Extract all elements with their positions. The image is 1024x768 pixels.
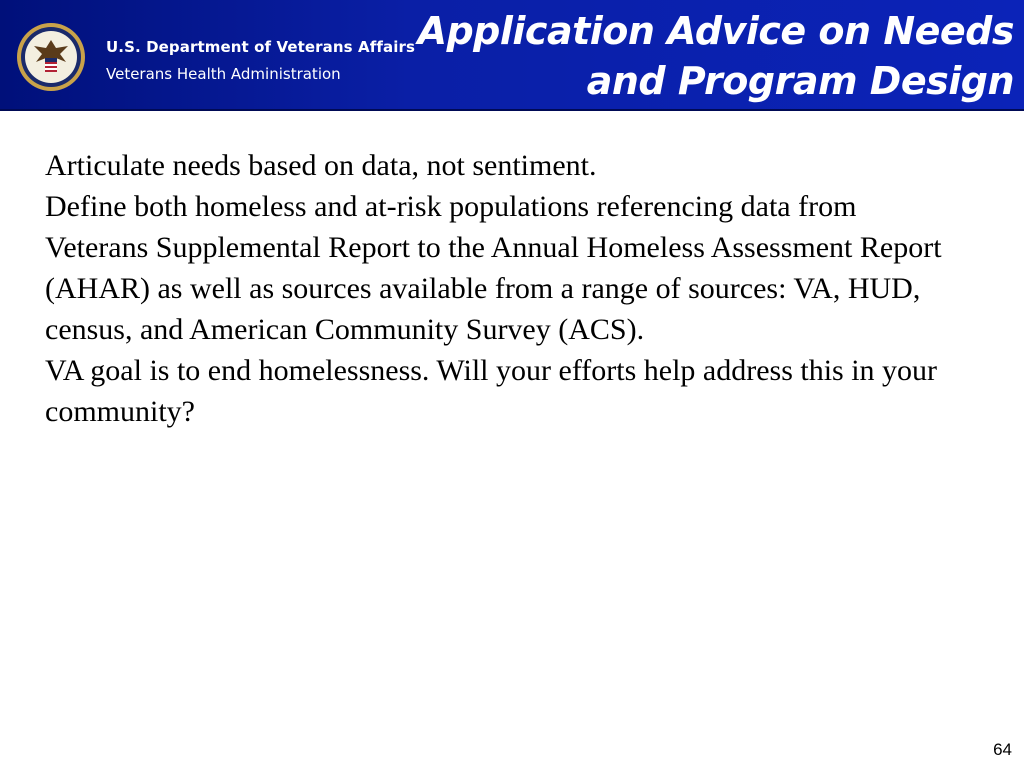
slide-title-line1: Application Advice on Needs	[417, 9, 1014, 53]
slide-title-line2: and Program Design	[586, 59, 1014, 103]
slide-title	[374, 6, 1014, 106]
sub-agency-name: Veterans Health Administration	[106, 65, 341, 83]
slide-body	[45, 145, 955, 432]
va-seal-icon	[16, 22, 86, 92]
body-paragraph: Articulate needs based on data, not sentiment.	[45, 149, 597, 182]
agency-block	[106, 38, 415, 83]
agency-name: U.S. Department of Veterans Affairs	[106, 38, 415, 56]
body-paragraph: Define both homeless and at-risk populations referencing data from Veterans Supplemental Report to the Annual Homeless Assessment Report (AHAR) as well as sources available from a range of sources: VA, HUD, census, and American Community Survey (ACS).	[45, 190, 942, 346]
page-number: 64	[993, 740, 1012, 759]
slide-header	[0, 0, 1024, 111]
body-paragraph: VA goal is to end homelessness. Will your efforts help address this in your community?	[45, 354, 938, 428]
